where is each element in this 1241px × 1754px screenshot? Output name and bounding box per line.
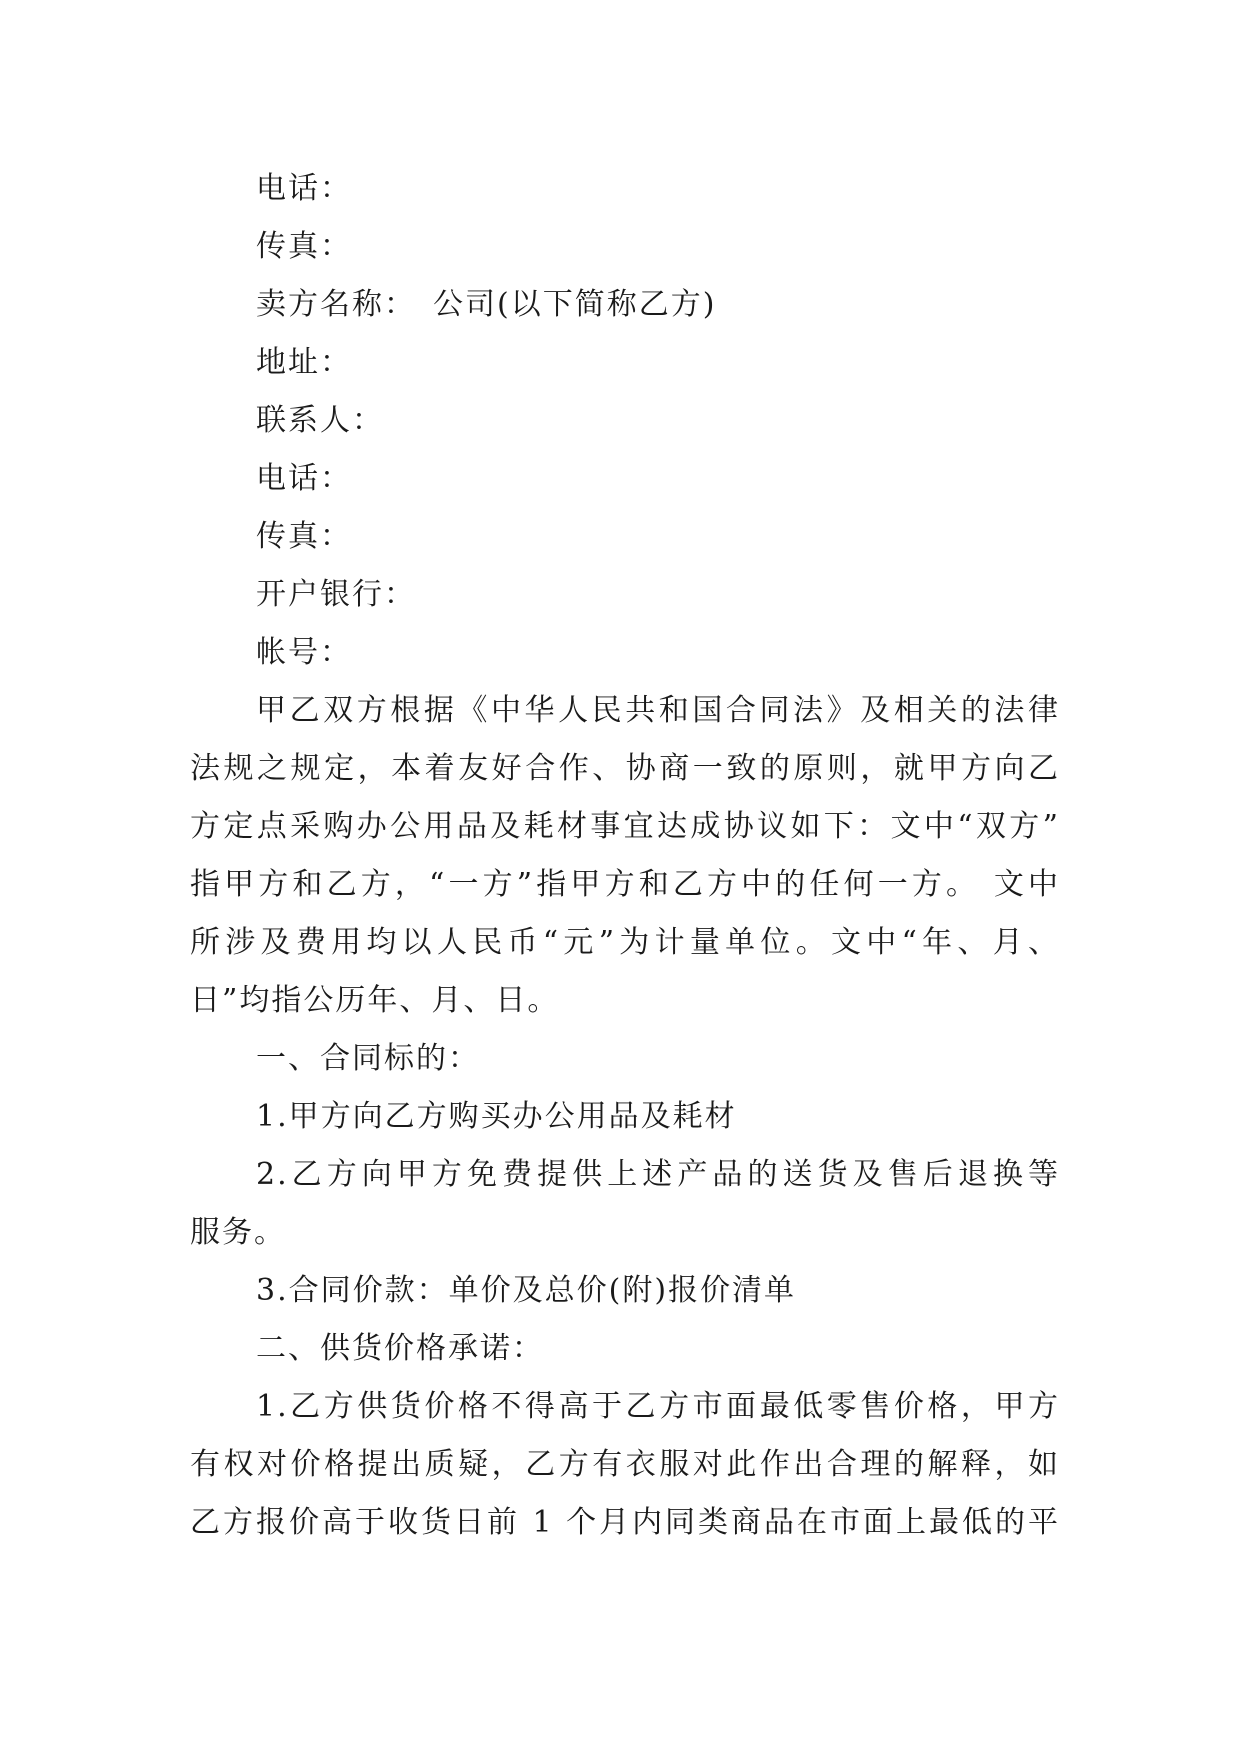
intro-line: 所涉及费用均以人民币“元”为计量单位。文中“年、月、 [190,925,1060,960]
section1-title: 一、合同标的： [256,1041,480,1076]
seller-account-field: 帐号： [256,635,352,670]
intro-paragraph [190,682,1060,1030]
section2-item1-line: 1.乙方供货价格不得高于乙方市面最低零售价格，甲方 [256,1389,1060,1424]
section1-item2 [190,1146,1060,1262]
buyer-phone-field: 电话： [256,171,352,206]
seller-name-field: 卖方名称： 公司(以下简称乙方) [256,287,717,322]
section1-item2-line: 2.乙方向甲方免费提供上述产品的送货及售后退换等 [256,1157,1060,1192]
intro-line: 甲乙双方根据《中华人民共和国合同法》及相关的法律 [256,693,1060,728]
seller-contact-field: 联系人： [256,403,384,438]
section2-title: 二、供货价格承诺： [256,1331,544,1366]
seller-bank-field: 开户银行： [256,577,416,612]
seller-address-field: 地址： [256,345,352,380]
document-body [190,160,1060,1552]
seller-phone-field: 电话： [256,461,352,496]
section2-item1-line: 乙方报价高于收货日前 1 个月内同类商品在市面上最低的平 [190,1505,1060,1540]
seller-fax-field: 传真： [256,519,352,554]
section2-item1-line: 有权对价格提出质疑，乙方有衣服对此作出合理的解释，如 [190,1447,1060,1482]
intro-line: 法规之规定，本着友好合作、协商一致的原则，就甲方向乙 [190,751,1060,786]
buyer-fax-field: 传真： [256,229,352,264]
section1-item3: 3.合同价款：单价及总价(附)报价清单 [256,1273,797,1308]
section1-item2-line: 服务。 [190,1215,286,1250]
intro-line: 方定点采购办公用品及耗材事宜达成协议如下：文中“双方” [190,809,1060,844]
intro-line: 指甲方和乙方，“一方”指甲方和乙方中的任何一方。 文中 [190,867,1060,902]
section2-item1 [190,1378,1060,1552]
intro-line: 日”均指公历年、月、日。 [190,983,560,1018]
section1-item1: 1.甲方向乙方购买办公用品及耗材 [256,1099,737,1134]
